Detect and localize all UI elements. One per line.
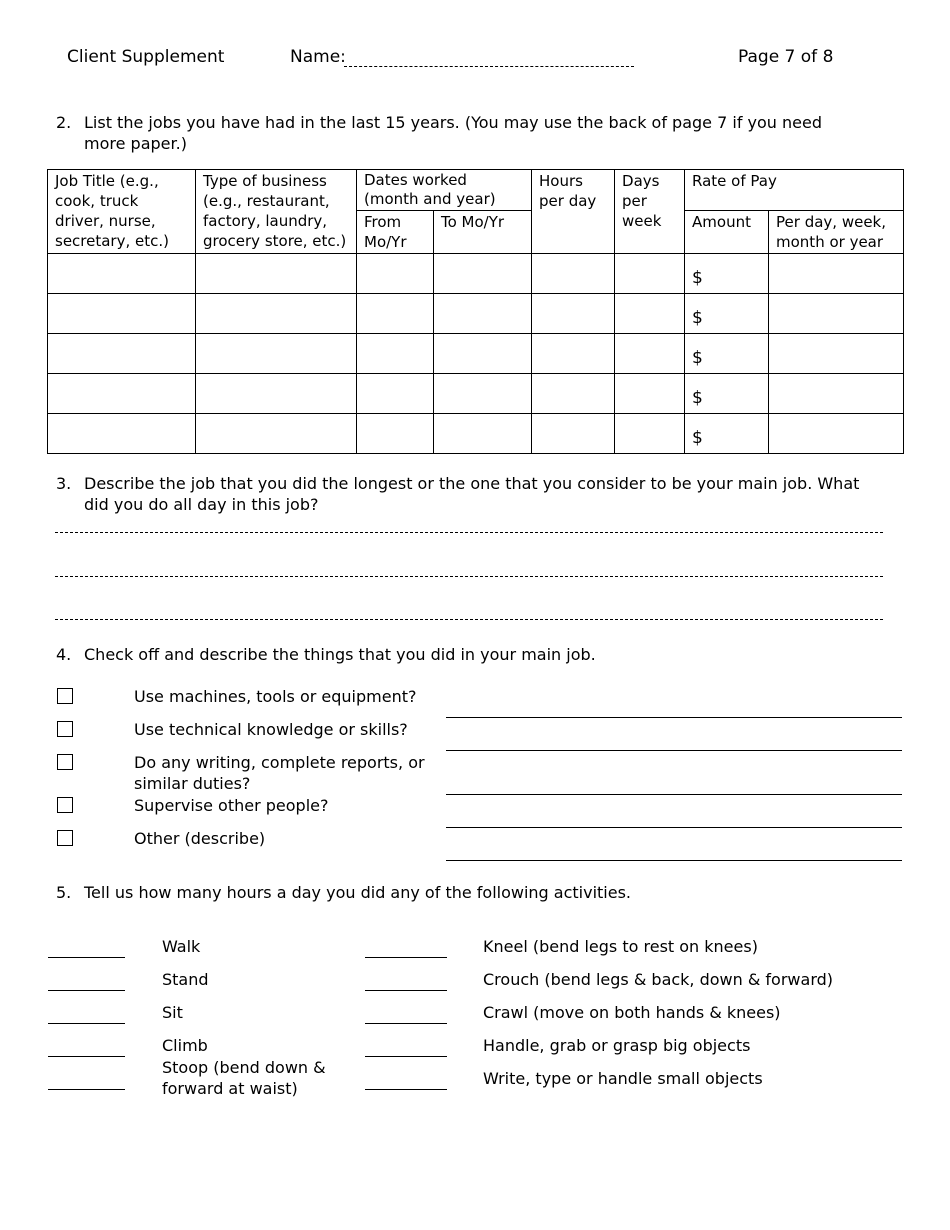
question-number: 2. [56, 113, 72, 132]
col-header-amount: Amount [685, 211, 769, 254]
hours-blank-climb[interactable] [48, 1056, 125, 1057]
activity-label: Write, type or handle small objects [483, 1069, 763, 1088]
question-text-cont: did you do all day in this job? [84, 495, 319, 514]
question-text-cont: more paper.) [84, 134, 187, 153]
hours-blank-walk[interactable] [48, 957, 125, 958]
col-header-hours-per-day: Hours per day [532, 170, 615, 254]
activity-label: Sit [162, 1003, 183, 1022]
currency-symbol: $ [692, 348, 703, 368]
currency-symbol: $ [692, 428, 703, 448]
question-5 [56, 882, 916, 904]
col-header-per-period: Per day, week, month or year [769, 211, 904, 254]
checkbox-label: Use technical knowledge or skills? [134, 720, 408, 739]
activity-label: Crouch (bend legs & back, down & forward) [483, 970, 834, 989]
table-row [48, 414, 904, 454]
question-text: Describe the job that you did the longest or the one that you consider to be your main job. What [84, 474, 860, 493]
col-header-to: To Mo/Yr [434, 211, 532, 254]
checkbox-supervise[interactable] [57, 797, 73, 813]
activity-label: Crawl (move on both hands & knees) [483, 1003, 781, 1022]
checkbox-label: Use machines, tools or equipment? [134, 687, 417, 706]
question-2 [56, 112, 916, 156]
question-text: List the jobs you have had in the last 15 years. (You may use the back of page 7 if you need [84, 113, 822, 132]
currency-symbol: $ [692, 388, 703, 408]
table-row [48, 374, 904, 414]
answer-line[interactable] [55, 532, 883, 533]
question-text: Tell us how many hours a day you did any of the following activities. [84, 883, 632, 902]
activity-label: Walk [162, 937, 201, 956]
col-header-job-title: Job Title (e.g., cook, truck driver, nurse, secretary, etc.) [48, 170, 196, 254]
activity-label: Kneel (bend legs to rest on knees) [483, 937, 758, 956]
hours-blank-crouch[interactable] [365, 990, 447, 991]
describe-line[interactable] [446, 794, 902, 795]
col-header-rate-of-pay: Rate of Pay [685, 170, 904, 211]
table-row [48, 254, 904, 294]
activity-label: Climb [162, 1036, 208, 1055]
checkbox-writing[interactable] [57, 754, 73, 770]
hours-blank-sit[interactable] [48, 1023, 125, 1024]
jobs-table [47, 169, 904, 454]
question-text: Check off and describe the things that you did in your main job. [84, 645, 596, 664]
hours-blank-stand[interactable] [48, 990, 125, 991]
form-title: Client Supplement [67, 47, 225, 67]
activity-label: Handle, grab or grasp big objects [483, 1036, 751, 1055]
col-header-days-per-week: Days per week [615, 170, 685, 254]
hours-blank-kneel[interactable] [365, 957, 447, 958]
describe-line[interactable] [446, 717, 902, 718]
describe-line[interactable] [446, 827, 902, 828]
table-row [48, 294, 904, 334]
answer-line[interactable] [55, 619, 883, 620]
question-number: 4. [56, 645, 72, 664]
hours-blank-handle[interactable] [365, 1056, 447, 1057]
name-field[interactable] [344, 52, 634, 67]
checkbox-label: Other (describe) [134, 829, 266, 848]
checkbox-other[interactable] [57, 830, 73, 846]
col-header-type-of-business: Type of business (e.g., restaurant, factory, laundry, grocery store, etc.) [196, 170, 357, 254]
checkbox-machines[interactable] [57, 688, 73, 704]
question-3 [56, 473, 916, 517]
checkbox-label: Supervise other people? [134, 796, 329, 815]
name-label: Name: [290, 47, 346, 67]
describe-line[interactable] [446, 750, 902, 751]
activity-label: Stoop (bend down & forward at waist) [162, 1058, 326, 1098]
currency-symbol: $ [692, 268, 703, 288]
answer-line[interactable] [55, 576, 883, 577]
hours-blank-crawl[interactable] [365, 1023, 447, 1024]
checkbox-label: Do any writing, complete reports, or similar duties? [134, 753, 425, 793]
activity-label: Stand [162, 970, 209, 989]
question-4 [56, 644, 916, 666]
hours-blank-write[interactable] [365, 1089, 447, 1090]
question-number: 5. [56, 883, 72, 902]
currency-symbol: $ [692, 308, 703, 328]
question-number: 3. [56, 474, 72, 493]
page-indicator: Page 7 of 8 [738, 47, 834, 67]
describe-line[interactable] [446, 860, 902, 861]
table-row [48, 334, 904, 374]
checkbox-technical[interactable] [57, 721, 73, 737]
col-header-dates-worked: Dates worked (month and year) [357, 170, 532, 211]
col-header-from: From Mo/Yr [357, 211, 434, 254]
hours-blank-stoop[interactable] [48, 1089, 125, 1090]
